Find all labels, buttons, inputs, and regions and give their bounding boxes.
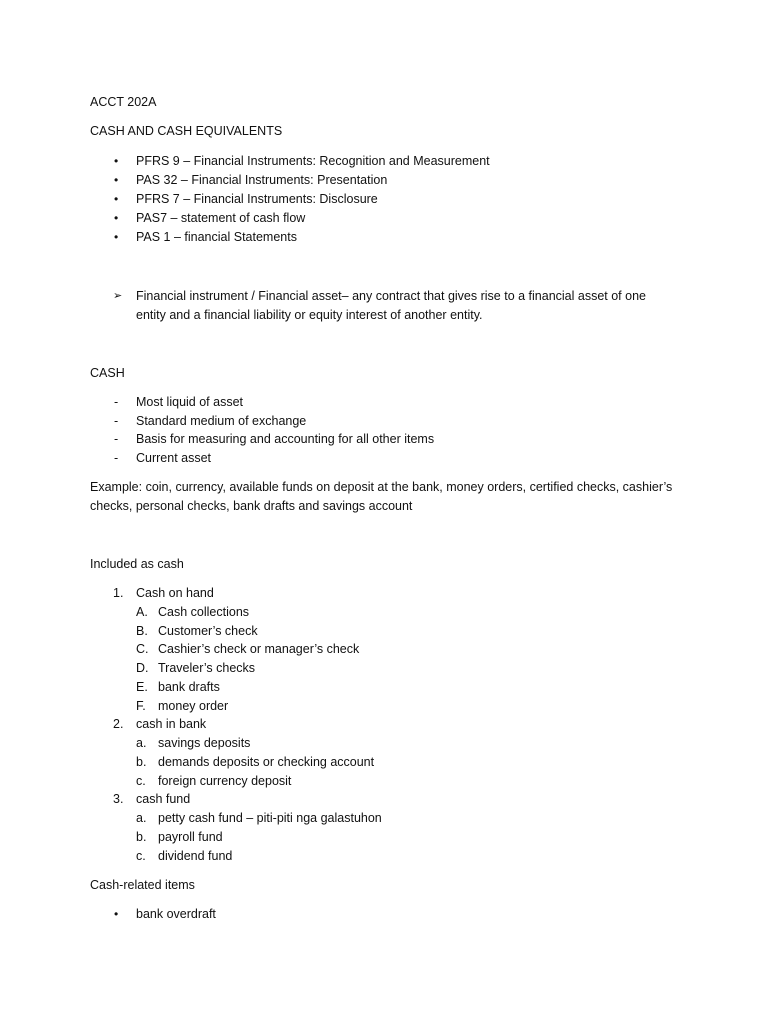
sub-item: bank drafts xyxy=(158,680,220,694)
topic-heading: CASH AND CASH EQUIVALENTS xyxy=(90,124,283,138)
bullet-icon: • xyxy=(114,173,119,187)
cash-point: Basis for measuring and accounting for all other items xyxy=(136,432,435,446)
sub-marker: a. xyxy=(136,736,147,750)
dash-marker: - xyxy=(114,414,119,428)
list-number: 1. xyxy=(113,586,124,600)
cash-heading: CASH xyxy=(90,366,125,380)
sub-item: dividend fund xyxy=(158,849,233,863)
list-number: 2. xyxy=(113,717,124,731)
included-heading: Included as cash xyxy=(90,557,184,571)
standard-item: PAS 32 – Financial Instruments: Presentation xyxy=(136,173,388,187)
sub-marker: E. xyxy=(136,680,148,694)
sub-item: money order xyxy=(158,699,229,713)
arrow-bullet-icon: ➢ xyxy=(113,290,123,302)
sub-marker: D. xyxy=(136,661,149,675)
standard-item: PAS 1 – financial Statements xyxy=(136,230,297,244)
included-item: cash fund xyxy=(136,792,191,806)
sub-item: Cash collections xyxy=(158,605,250,619)
related-heading: Cash-related items xyxy=(90,878,195,892)
bullet-icon: • xyxy=(114,211,119,225)
bullet-icon: • xyxy=(114,192,119,206)
sub-item: savings deposits xyxy=(158,736,251,750)
dash-marker: - xyxy=(114,395,119,409)
example-line: Example: coin, currency, available funds on deposit at the bank, money orders, certified checks, cashier’s xyxy=(90,480,673,494)
sub-item: Traveler’s checks xyxy=(158,661,256,675)
bullet-icon: • xyxy=(114,154,119,168)
sub-marker: B. xyxy=(136,624,148,638)
bullet-icon: • xyxy=(114,907,119,921)
related-item: bank overdraft xyxy=(136,907,216,921)
sub-marker: c. xyxy=(136,774,146,788)
sub-item: demands deposits or checking account xyxy=(158,755,375,769)
sub-marker: b. xyxy=(136,755,147,769)
definition-line: entity and a financial liability or equity interest of another entity. xyxy=(136,308,483,322)
standard-item: PFRS 9 – Financial Instruments: Recognition and Measurement xyxy=(136,154,490,168)
sub-marker: a. xyxy=(136,811,147,825)
included-item: Cash on hand xyxy=(136,586,214,600)
sub-marker: c. xyxy=(136,849,146,863)
cash-point: Standard medium of exchange xyxy=(136,414,307,428)
sub-item: payroll fund xyxy=(158,830,223,844)
dash-marker: - xyxy=(114,432,119,446)
bullet-icon: • xyxy=(114,230,119,244)
course-code: ACCT 202A xyxy=(90,95,157,109)
included-item: cash in bank xyxy=(136,717,207,731)
sub-item: Cashier’s check or manager’s check xyxy=(158,642,360,656)
sub-marker: A. xyxy=(136,605,148,619)
standard-item: PFRS 7 – Financial Instruments: Disclosure xyxy=(136,192,378,206)
sub-marker: b. xyxy=(136,830,147,844)
sub-item: Customer’s check xyxy=(158,624,258,638)
cash-point: Current asset xyxy=(136,451,212,465)
sub-item: foreign currency deposit xyxy=(158,774,292,788)
sub-marker: C. xyxy=(136,642,149,656)
definition-line: Financial instrument / Financial asset– any contract that gives rise to a financial asset of one xyxy=(136,289,646,303)
sub-marker: F. xyxy=(136,699,146,713)
standard-item: PAS7 – statement of cash flow xyxy=(136,211,306,225)
list-number: 3. xyxy=(113,792,124,806)
dash-marker: - xyxy=(114,451,119,465)
example-line: checks, personal checks, bank drafts and savings account xyxy=(90,499,413,513)
cash-point: Most liquid of asset xyxy=(136,395,243,409)
sub-item: petty cash fund – piti-piti nga galastuhon xyxy=(158,811,382,825)
